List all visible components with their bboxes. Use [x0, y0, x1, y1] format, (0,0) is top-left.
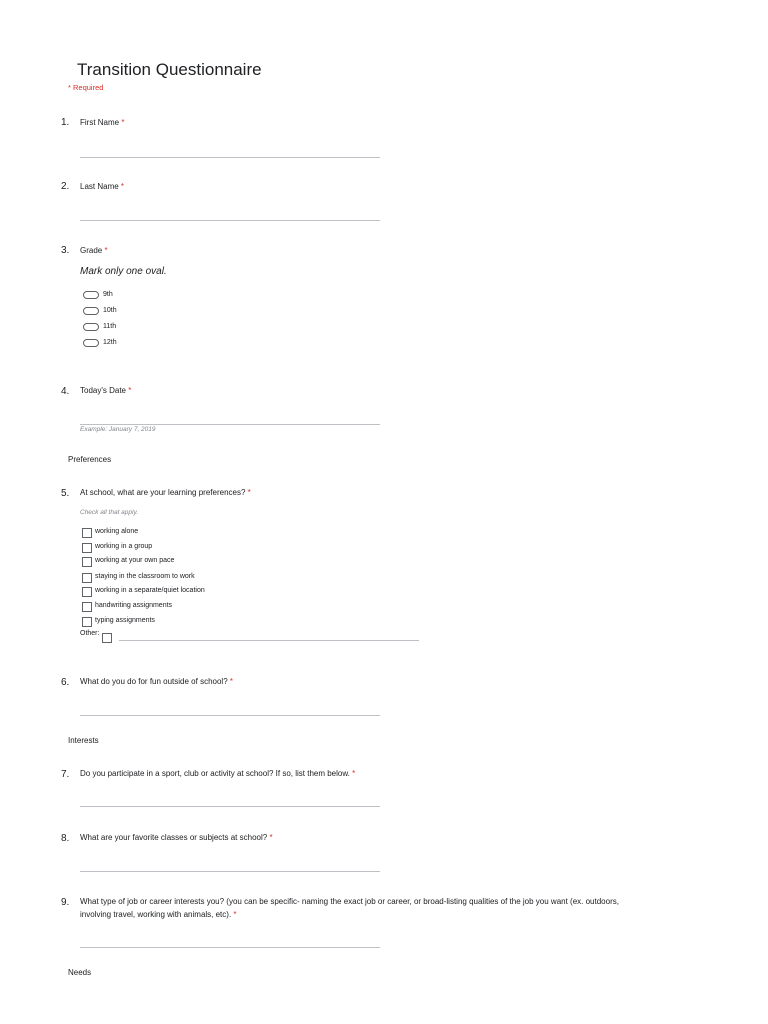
required-mark: * — [229, 677, 234, 686]
question-number: 7. — [61, 769, 70, 780]
form-title: Transition Questionnaire — [77, 60, 262, 79]
required-mark: * — [247, 488, 251, 497]
required-mark: * — [120, 182, 125, 191]
required-mark: * — [128, 386, 132, 395]
checkbox-label: working in a group — [95, 543, 153, 550]
section-title-needs: Needs — [68, 968, 92, 977]
question-number: 2. — [61, 181, 70, 192]
required-mark: * — [233, 910, 237, 919]
required-note: * Required — [68, 83, 104, 92]
other-input[interactable] — [119, 640, 419, 641]
question-text: At school, what are your learning preferences? — [80, 488, 246, 497]
grade-option-12th-radio[interactable] — [83, 339, 99, 347]
date-example: Example: January 7, 2019 — [80, 426, 156, 433]
grade-instruction: Mark only one oval. — [80, 266, 167, 277]
required-mark: * — [121, 118, 125, 127]
checkbox-staying-in-classroom[interactable] — [82, 573, 92, 583]
job-career-interests-input[interactable] — [80, 947, 380, 948]
question-text: What type of job or career interests you? (you can be specific- naming the exact job or career, or broad-listing qualities of the job you want (ex. outdoors, — [80, 897, 619, 906]
question-number: 8. — [61, 833, 70, 844]
question-text: What are your favorite classes or subjects at school? — [80, 833, 268, 842]
checkbox-working-at-your-own-pace[interactable] — [82, 557, 92, 567]
checkbox-handwriting-assignments[interactable] — [82, 602, 92, 612]
question-text: Do you participate in a sport, club or activity at school? If so, list them below. — [80, 769, 350, 778]
section-title-preferences: Preferences — [68, 455, 112, 464]
checkbox-label: working alone — [95, 528, 139, 535]
grade-option-label: 10th — [103, 307, 117, 314]
question-text: First Name — [80, 118, 120, 127]
grade-option-label: 11th — [103, 323, 117, 330]
question-text: Last Name — [80, 182, 119, 191]
question-label-grade — [80, 244, 108, 257]
question-label-first-name — [80, 116, 124, 129]
checkbox-label: handwriting assignments — [95, 602, 173, 609]
fun-outside-school-input[interactable] — [80, 715, 380, 716]
grade-option-11th-radio[interactable] — [83, 323, 99, 331]
favorite-classes-input[interactable] — [80, 871, 380, 872]
required-mark: * — [352, 769, 356, 778]
question-label-favorite-classes — [80, 831, 273, 844]
section-title-interests: Interests — [68, 736, 99, 745]
checkbox-label: staying in the classroom to work — [95, 573, 195, 580]
question-label-sport-club-activity — [80, 767, 355, 780]
other-label: Other: — [80, 630, 100, 637]
learning-preferences-instruction: Check all that apply. — [80, 509, 139, 516]
checkbox-label: working at your own pace — [95, 557, 175, 564]
checkbox-working-alone[interactable] — [82, 528, 92, 538]
checkbox-label: typing assignments — [95, 617, 155, 624]
checkbox-label: working in a separate/quiet location — [95, 587, 205, 594]
question-label-job-career-interests — [80, 895, 680, 921]
checkbox-working-in-a-group[interactable] — [82, 543, 92, 553]
required-mark: * — [269, 833, 273, 842]
grade-option-10th-radio[interactable] — [83, 307, 99, 315]
question-number: 6. — [61, 677, 70, 688]
grade-option-9th-radio[interactable] — [83, 291, 99, 299]
question-label-learning-preferences — [80, 486, 251, 499]
question-number: 3. — [61, 245, 70, 256]
required-mark: * — [104, 246, 108, 255]
question-text: Today's Date — [80, 386, 126, 395]
question-label-fun-outside-school — [80, 675, 233, 688]
question-text: What do you do for fun outside of school? — [80, 677, 228, 686]
question-number: 9. — [61, 897, 70, 908]
grade-option-label: 9th — [103, 291, 113, 298]
question-label-todays-date — [80, 384, 131, 397]
question-number: 5. — [61, 488, 70, 499]
checkbox-other[interactable] — [102, 633, 112, 643]
checkbox-separate-quiet-location[interactable] — [82, 587, 92, 597]
checkbox-typing-assignments[interactable] — [82, 617, 92, 627]
todays-date-input[interactable] — [80, 424, 380, 425]
first-name-input[interactable] — [80, 157, 380, 158]
question-number: 4. — [61, 386, 70, 397]
grade-option-label: 12th — [103, 339, 117, 346]
sport-club-activity-input[interactable] — [80, 806, 380, 807]
question-text: involving travel, working with animals, etc). — [80, 910, 232, 919]
last-name-input[interactable] — [80, 220, 380, 221]
question-text: Grade — [80, 246, 103, 255]
question-number: 1. — [61, 117, 70, 128]
question-label-last-name — [80, 180, 124, 193]
